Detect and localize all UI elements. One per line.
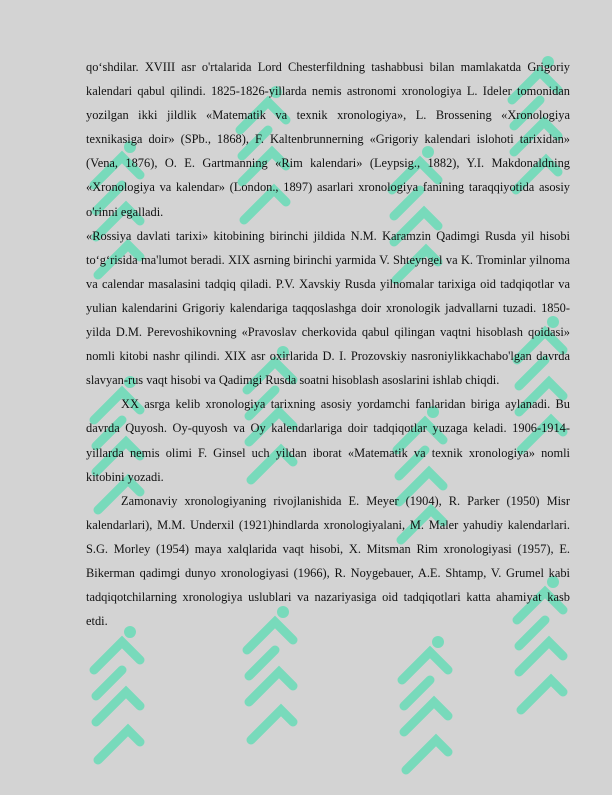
watermark-logo-icon bbox=[390, 620, 460, 790]
paragraph-2: «Rossiya davlati tarixi» kitobining birinchi jildida N.M. Karamzin Qadimgi Rusda yil hisobi to‘g‘risida ma'lumot beradi. XIX asrning birinchi yarmida V. Shteyngel va K. Trominlar yilnoma va calendar masalasini tadqiq qiladi. P.V. Xavskiy Rusda yilnomalar tarixiga oid tadqiqotlar va yulian kalendarini Grigoriy kalendariga taqqoslashga doir xronologik jadvallarni tuzadi. 1850-yilda D.M. Perevoshikovning «Pravoslav cherkovida qabul qilingan vaqtni hisoblash qoidasi» nomli kitobi nashr qilindi. XIX asr oxirlarida D. I. Prozovskiy nasroniylikkachabo'lgan davrda slavyan-rus vaqt hisobi va Qadimgi Rusda soatni hisoblash asoslarini ishlab chiqdi. bbox=[86, 228, 570, 388]
paragraph-3: XX asrga kelib xronologiya tarixning asosiy yordamchi fanlaridan biriga aylanadi. Bu davrda Quyosh. Oy-quyosh va Oy kalendarlariga doir tadqiqotlar yuzaga keladi. 1906-1914-yillarda nemis olimi F. Ginsel uch yildan iborat «Matematik va texnik xronologiya» nomli kitobini yozadi. bbox=[86, 397, 570, 484]
paragraph-1: qo‘shdilar. XVIII asr o'rtalarida Lord Chesterfildning tashabbusi bilan mamlakatda Grigoriy kalendari qabul qilindi. 1825-1826-yillarda nemis astronomi xronologiya L. Ideler tomonidan yozilgan ikki jildlik «Matematik va texnik xronologiya», L. Brossening «Xronologiya texnikasiga doir» (SPb., 1868), F. Kaltenbrunnerning «Grigoriy kalendari islohoti tarixidan» (Vena, 1876), O. E. Gartmanning «Rim kalendari» (Leypsig., 1882), Y.I. Makdonaldning «Xronologiya va kalendar» (London., 1897) asarlari xronologiya fanining taraqqiyotida asosiy o'rinni egalladi. bbox=[86, 60, 570, 219]
document-body bbox=[86, 55, 570, 633]
paragraph-4: Zamonaviy xronologiyaning rivojlanishida E. Meyer (1904), R. Parker (1950) Misr kalendarlari), M.M. Underxil (1921)hindlarda xronologiyalani, M. Maler yahudiy kalendarlari. S.G. Morley (1954) maya xalqlarida vaqt hisobi, X. Mitsman Rim xronologiyasi (1957), E. Bikerman qadimgi dunyo xronologiyasi (1966), R. Noygebauer, A.E. Shtamp, V. Grumel kabi tadqiqotchilarning xronologiya uslublari va nazariyasiga oid tadqiqotlari katta ahamiyat kasb etdi. bbox=[86, 493, 570, 629]
watermark-logo-icon bbox=[82, 610, 152, 780]
